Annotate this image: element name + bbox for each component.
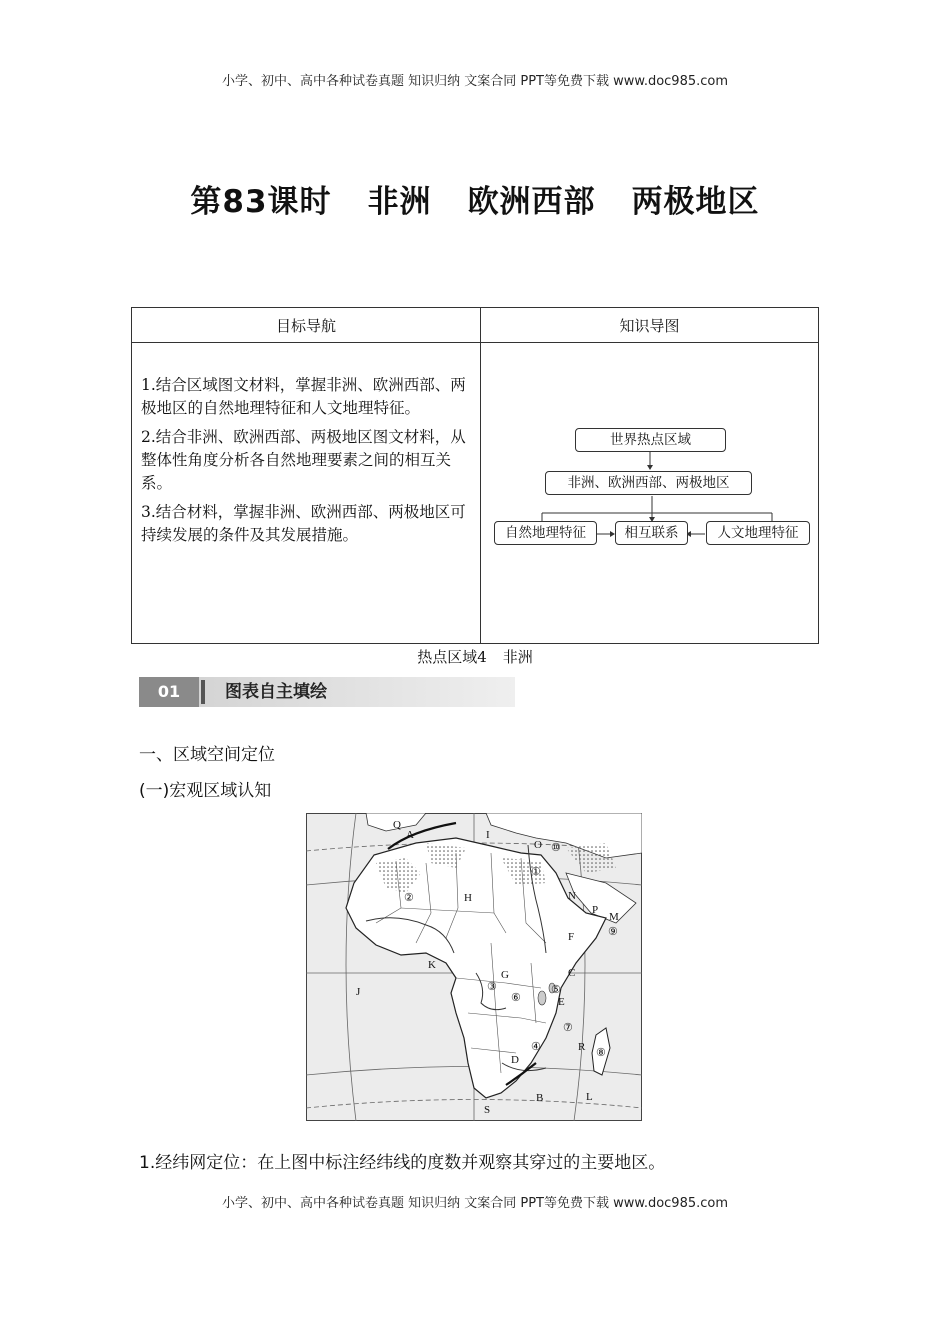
map-label-j: J — [356, 986, 361, 998]
section-number: 01 — [139, 677, 199, 707]
map-label-b: B — [536, 1092, 544, 1104]
heading-macro-region: (一)宏观区域认知 — [139, 781, 272, 801]
map-label-m: M — [609, 911, 619, 923]
map-label-l: L — [586, 1091, 593, 1103]
section-title: 图表自主填绘 — [225, 682, 327, 702]
map-label-8: ⑧ — [596, 1047, 606, 1059]
page-footer: 小学、初中、高中各种试卷真题 知识归纳 文案合同 PPT等免费下载 www.doc985.com — [221, 1196, 729, 1211]
title-polar: 两极地区 — [631, 184, 760, 220]
mindmap-world-hotspots: 世界热点区域 — [575, 428, 726, 452]
heading-spatial-location: 一、区域空间定位 — [139, 745, 275, 765]
region-caption — [0, 646, 950, 667]
map-label-3: ③ — [487, 981, 497, 993]
map-label-i: I — [486, 829, 490, 841]
map-label-q: Q — [393, 819, 401, 831]
map-label-k: K — [428, 959, 436, 971]
goal-item: 2.结合非洲、欧洲西部、两极地区图文材料，从整体性角度分析各自然地理要素之间的相互关系。 — [141, 428, 466, 492]
mindmap-header: 知识导图 — [481, 308, 819, 343]
mindmap-regions: 非洲、欧洲西部、两极地区 — [545, 471, 752, 495]
map-label-s: S — [484, 1104, 491, 1116]
map-label-d: D — [511, 1054, 519, 1066]
map-label-o: O — [534, 839, 542, 851]
mindmap — [482, 344, 817, 642]
goals-list — [133, 344, 479, 547]
page-title — [0, 176, 950, 221]
title-west-europe: 欧洲西部 — [467, 184, 596, 220]
mindmap-natural-features: 自然地理特征 — [494, 521, 597, 545]
goal-item: 1.结合区域图文材料，掌握非洲、欧洲西部、两极地区的自然地理特征和人文地理特征。 — [141, 376, 466, 417]
mindmap-interrelation: 相互联系 — [615, 521, 688, 545]
map-label-7: ⑦ — [563, 1022, 573, 1034]
section-banner — [139, 677, 515, 707]
question-1-label: 1.经纬网定位 — [139, 1153, 241, 1173]
section-divider — [201, 680, 205, 704]
goals-table — [131, 307, 819, 644]
map-label-e: E — [558, 996, 565, 1008]
map-label-c: C — [568, 967, 576, 979]
map-label-p: P — [592, 904, 599, 916]
map-label-n: N — [568, 890, 576, 902]
map-label-9: ⑨ — [608, 926, 618, 938]
map-label-1: ① — [531, 866, 541, 878]
map-label-f: F — [568, 931, 575, 943]
africa-map — [306, 813, 642, 1121]
question-1-text: ：在上图中标注经纬线的度数并观察其穿过的主要地区。 — [240, 1153, 666, 1173]
caption-region: 热点区域4 — [417, 648, 487, 666]
title-africa: 非洲 — [367, 184, 432, 220]
map-label-a: A — [406, 829, 414, 841]
map-label-h: H — [464, 892, 472, 904]
map-label-5: ⑤ — [551, 984, 561, 996]
question-1 — [139, 1148, 665, 1173]
caption-name: 非洲 — [502, 648, 533, 666]
map-label-6: ⑥ — [511, 992, 521, 1004]
map-label-2: ② — [404, 892, 414, 904]
map-label-r: R — [578, 1041, 586, 1053]
lesson-number: 第83课时 — [190, 184, 332, 220]
mindmap-human-features: 人文地理特征 — [706, 521, 810, 545]
goals-header: 目标导航 — [132, 308, 481, 343]
page-header: 小学、初中、高中各种试卷真题 知识归纳 文案合同 PPT等免费下载 www.doc985.com — [221, 74, 729, 89]
map-label-g: G — [501, 969, 509, 981]
goal-item: 3.结合材料，掌握非洲、欧洲西部、两极地区可持续发展的条件及其发展措施。 — [141, 503, 466, 544]
map-label-4: ④ — [531, 1041, 541, 1053]
map-label-10: ⑩ — [551, 842, 561, 854]
